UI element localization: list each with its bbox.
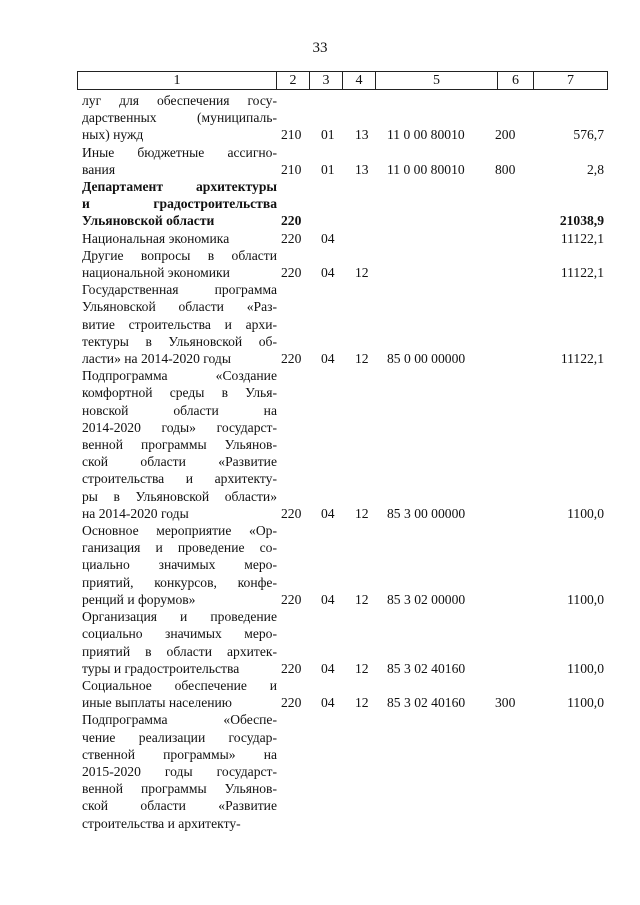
description-line: и градостроительства xyxy=(82,196,277,212)
header-col-2: 2 xyxy=(277,72,310,89)
expense-type-code: 800 xyxy=(495,161,516,177)
section-code: 04 xyxy=(321,351,335,367)
description-line: витие строительства и архи- xyxy=(82,316,277,332)
target-article-code: 85 0 00 00000 xyxy=(387,351,466,367)
chapter-code: 220 xyxy=(281,230,302,246)
description-line: Основное мероприятие «Ор- xyxy=(82,523,277,539)
row-description xyxy=(82,178,277,230)
amount: 1100,0 xyxy=(567,505,604,521)
expense-type-code: 200 xyxy=(495,127,516,143)
description-line: ской области «Развитие xyxy=(82,798,277,814)
description-line: вания xyxy=(82,161,116,177)
subsection-code: 13 xyxy=(355,127,369,143)
chapter-code: 220 xyxy=(281,351,302,367)
row-description xyxy=(82,711,277,831)
header-col-4: 4 xyxy=(343,72,376,89)
target-article-code: 85 3 02 00000 xyxy=(387,591,466,607)
budget-table-body xyxy=(82,92,606,832)
description-line: ственной программы» на xyxy=(82,746,277,762)
description-line: ных) нужд xyxy=(82,127,144,143)
description-line: социально значимых меро- xyxy=(82,626,277,642)
description-line: Департамент архитектуры xyxy=(82,179,277,195)
section-code: 04 xyxy=(321,230,335,246)
section-code: 04 xyxy=(321,660,335,676)
description-line: луг для обеспечения госу- xyxy=(82,93,277,108)
section-code: 01 xyxy=(321,127,335,143)
amount: 1100,0 xyxy=(567,660,604,676)
description-line: новской области на xyxy=(82,402,277,418)
description-line: ганизация и проведение со- xyxy=(82,540,277,556)
description-line: 2014-2020 годы» государст- xyxy=(82,419,277,435)
row-description xyxy=(82,608,277,677)
target-article-code: 85 3 00 00000 xyxy=(387,505,466,521)
row-description xyxy=(82,92,277,144)
description-line: иные выплаты населению xyxy=(82,695,232,711)
chapter-code: 220 xyxy=(281,695,302,711)
description-line: Подпрограмма «Создание xyxy=(82,368,277,384)
description-line: 2015-2020 годы государст- xyxy=(82,763,277,779)
subsection-code: 12 xyxy=(355,591,369,607)
amount: 1100,0 xyxy=(567,695,604,711)
description-line: на 2014-2020 годы xyxy=(82,505,189,521)
section-code: 04 xyxy=(321,505,335,521)
table-row xyxy=(82,230,606,247)
description-line: Другие вопросы в области xyxy=(82,247,277,263)
header-col-3: 3 xyxy=(310,72,343,89)
table-row xyxy=(82,367,606,522)
table-row xyxy=(82,608,606,677)
header-col-1: 1 xyxy=(78,72,277,89)
section-code: 01 xyxy=(321,161,335,177)
amount: 1100,0 xyxy=(567,591,604,607)
table-row xyxy=(82,711,606,831)
description-line: Ульяновской области «Раз- xyxy=(82,299,277,315)
section-code: 04 xyxy=(321,695,335,711)
description-line: Государственная программа xyxy=(82,282,277,298)
description-line: приятий, конкурсов, конфе- xyxy=(82,574,277,590)
header-col-6: 6 xyxy=(498,72,534,89)
target-article-code: 11 0 00 80010 xyxy=(387,161,465,177)
subsection-code: 12 xyxy=(355,660,369,676)
description-line: строительства и архитекту- xyxy=(82,471,277,487)
chapter-code: 220 xyxy=(281,660,302,676)
description-line: национальной экономики xyxy=(82,265,230,281)
amount: 11122,1 xyxy=(560,351,604,367)
row-description xyxy=(82,677,277,711)
description-line: комфортной среды в Улья- xyxy=(82,385,277,401)
description-line: ры в Ульяновской области» xyxy=(82,488,277,504)
subsection-code: 12 xyxy=(355,351,369,367)
description-line: венной программы Ульянов- xyxy=(82,781,277,797)
table-row xyxy=(82,522,606,608)
chapter-code: 220 xyxy=(281,591,302,607)
section-code: 04 xyxy=(321,591,335,607)
subsection-code: 12 xyxy=(355,695,369,711)
subsection-code: 12 xyxy=(355,265,369,281)
description-line: дарственных (муниципаль- xyxy=(82,110,277,126)
section-code: 04 xyxy=(321,265,335,281)
amount: 2,8 xyxy=(587,161,604,177)
description-line: тектуры в Ульяновской об- xyxy=(82,333,277,349)
row-description xyxy=(82,367,277,522)
target-article-code: 85 3 02 40160 xyxy=(387,695,466,711)
description-line: Социальное обеспечение и xyxy=(82,677,277,693)
description-line: Организация и проведение xyxy=(82,609,277,625)
table-row xyxy=(82,178,606,230)
row-description xyxy=(82,522,277,608)
header-col-7: 7 xyxy=(567,73,574,88)
table-row xyxy=(82,144,606,178)
description-line: Ульяновской области xyxy=(82,213,215,229)
chapter-code: 210 xyxy=(281,127,302,143)
description-line: чение реализации государ- xyxy=(82,729,277,745)
description-line: туры и градостроительства xyxy=(82,660,240,676)
page-number: 33 xyxy=(312,40,328,56)
chapter-code: 220 xyxy=(281,213,302,229)
chapter-code: 220 xyxy=(281,505,302,521)
amount: 11122,1 xyxy=(560,230,604,246)
table-row xyxy=(82,281,606,367)
row-description xyxy=(82,144,277,178)
row-description xyxy=(82,247,277,281)
target-article-code: 11 0 00 80010 xyxy=(387,127,465,143)
description-line: Подпрограмма «Обеспе- xyxy=(82,712,277,728)
subsection-code: 13 xyxy=(355,161,369,177)
header-col-5: 5 xyxy=(376,72,498,89)
amount: 576,7 xyxy=(573,127,604,143)
chapter-code: 220 xyxy=(281,265,302,281)
description-line: ласти» на 2014-2020 годы xyxy=(82,351,231,367)
expense-type-code: 300 xyxy=(495,695,516,711)
description-line: приятий в области архитек- xyxy=(82,643,277,659)
row-description xyxy=(82,281,277,367)
description-line: строительства и архитекту- xyxy=(82,815,241,831)
amount: 21038,9 xyxy=(559,213,604,229)
table-row xyxy=(82,677,606,711)
table-row xyxy=(82,247,606,281)
description-line: Национальная экономика xyxy=(82,230,230,246)
description-line: ской области «Развитие xyxy=(82,454,277,470)
row-description xyxy=(82,230,277,247)
table-header xyxy=(77,71,608,90)
target-article-code: 85 3 02 40160 xyxy=(387,660,466,676)
chapter-code: 210 xyxy=(281,161,302,177)
amount: 11122,1 xyxy=(560,265,604,281)
description-line: циально значимых меро- xyxy=(82,557,277,573)
description-line: венной программы Ульянов- xyxy=(82,437,277,453)
subsection-code: 12 xyxy=(355,505,369,521)
description-line: Иные бюджетные ассигно- xyxy=(82,144,277,160)
description-line: ренций и форумов» xyxy=(82,591,196,607)
table-row xyxy=(82,92,606,144)
